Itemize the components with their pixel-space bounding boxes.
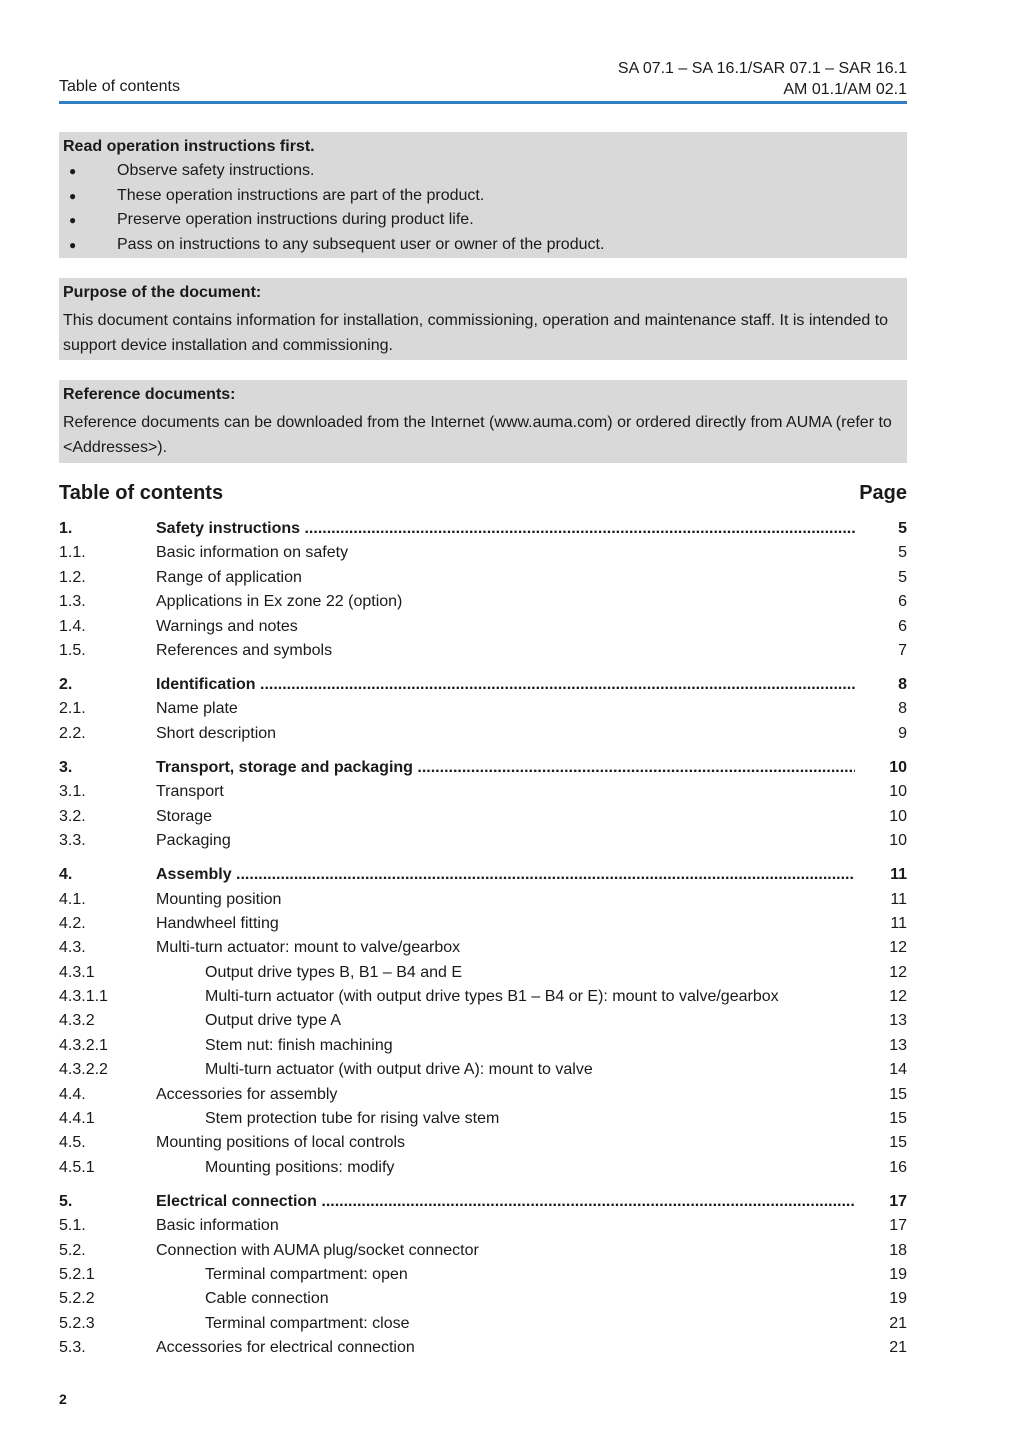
toc-entry-title: Multi-turn actuator (with output drive A): mount to valve bbox=[205, 1061, 593, 1079]
toc-entry-number: 4.3.1 bbox=[59, 963, 95, 981]
toc-entry-row[interactable] bbox=[59, 1083, 907, 1107]
toc-entry-number: 1.3. bbox=[59, 593, 86, 611]
toc-entry-title: Safety instructions ..... bbox=[156, 517, 855, 541]
bullet-icon: ● bbox=[69, 237, 77, 252]
toc-entry-row[interactable] bbox=[59, 1336, 907, 1360]
toc-entry-row[interactable] bbox=[59, 1131, 907, 1155]
toc-entry-number: 3.2. bbox=[59, 807, 86, 825]
bullet-text: Pass on instructions to any subsequent user or owner of the product. bbox=[117, 235, 605, 253]
toc-entry-number: 4.5. bbox=[59, 1134, 86, 1152]
toc-entry-number: 5. bbox=[59, 1192, 73, 1210]
toc-entry-number: 5.3. bbox=[59, 1339, 86, 1357]
toc-entry-number: 4. bbox=[59, 866, 73, 884]
toc-entry-page: 10 bbox=[889, 832, 907, 850]
toc-entry-page: 9 bbox=[898, 724, 907, 742]
toc-entry-title: Electrical connection ..... bbox=[156, 1190, 855, 1214]
toc-entry-page: 10 bbox=[889, 783, 907, 801]
header-product-line1: SA 07.1 – SA 16.1/SAR 07.1 – SAR 16.1 bbox=[617, 60, 907, 77]
toc-entry-page: 11 bbox=[890, 914, 907, 932]
read-first-title: Read operation instructions first. bbox=[63, 138, 315, 155]
toc-entry-row[interactable] bbox=[59, 1107, 907, 1131]
toc-entry-title: Output drive type A bbox=[205, 1012, 342, 1030]
toc-entry-page: 12 bbox=[889, 939, 907, 957]
toc-entry-page: 18 bbox=[889, 1241, 907, 1259]
toc-entry-title: Identification ..... bbox=[156, 673, 855, 697]
toc-entry-title: Mounting position bbox=[156, 890, 282, 908]
toc-entry-number: 4.4.1 bbox=[59, 1110, 95, 1128]
toc-entry-number: 4.1. bbox=[59, 890, 86, 908]
header-product-line2: AM 01.1/AM 02.1 bbox=[783, 81, 907, 98]
toc-entry-page: 21 bbox=[889, 1339, 907, 1357]
toc-list bbox=[59, 517, 907, 1361]
header-rule bbox=[59, 101, 907, 104]
bullet-icon: ● bbox=[69, 188, 77, 203]
toc-entry-page: 8 bbox=[898, 676, 907, 694]
toc-heading bbox=[59, 482, 907, 505]
toc-entry-row[interactable] bbox=[59, 590, 907, 614]
toc-entry-number: 3.3. bbox=[59, 832, 86, 850]
toc-entry-number: 3. bbox=[59, 758, 73, 776]
toc-entry-title: Cable connection bbox=[205, 1290, 329, 1308]
purpose-title: Purpose of the document: bbox=[63, 284, 262, 301]
toc-entry-row[interactable] bbox=[59, 1287, 907, 1311]
toc-chapter-row[interactable] bbox=[59, 517, 907, 541]
toc-entry-title: Transport bbox=[156, 783, 224, 801]
toc-entry-number: 4.5.1 bbox=[59, 1158, 95, 1176]
toc-entry-row[interactable] bbox=[59, 697, 907, 721]
toc-entry-title: Mounting positions of local controls bbox=[156, 1134, 406, 1152]
toc-entry-row[interactable] bbox=[59, 888, 907, 912]
toc-entry-title: Multi-turn actuator (with output drive types B1 – B4 or E): mount to valve/gearbox bbox=[205, 988, 779, 1006]
reference-text: Reference documents can be downloaded from the Internet (www.auma.com) or ordered directly from AUMA (refer to <Addresses>). bbox=[63, 414, 892, 456]
toc-entry-page: 17 bbox=[889, 1192, 907, 1210]
page-header bbox=[59, 58, 907, 104]
list-item bbox=[63, 184, 903, 209]
header-product bbox=[618, 58, 907, 100]
toc-entry-page: 10 bbox=[889, 758, 907, 776]
toc-entry-number: 5.1. bbox=[59, 1217, 86, 1235]
toc-entry-page: 12 bbox=[889, 963, 907, 981]
toc-entry-title: References and symbols bbox=[156, 641, 333, 659]
toc-entry-number: 1.2. bbox=[59, 568, 86, 586]
toc-entry-title: Multi-turn actuator: mount to valve/gearbox bbox=[156, 939, 461, 957]
toc-entry-title: Short description bbox=[156, 724, 277, 742]
toc-entry-title: Accessories for assembly bbox=[156, 1085, 338, 1103]
toc-entry-row[interactable] bbox=[59, 780, 907, 804]
toc-entry-page: 12 bbox=[889, 988, 907, 1006]
read-first-list bbox=[63, 159, 903, 257]
purpose-text: This document contains information for installation, commissioning, operation and maintenance staff. It is intended to support device installation and commissioning. bbox=[63, 312, 889, 354]
toc-entry-page: 13 bbox=[889, 1036, 907, 1054]
toc-entry-number: 5.2.2 bbox=[59, 1290, 95, 1308]
reference-box bbox=[59, 380, 907, 463]
toc-entry-page: 21 bbox=[889, 1314, 907, 1332]
toc-entry-page: 6 bbox=[898, 593, 907, 611]
toc-entry-title: Warnings and notes bbox=[156, 617, 298, 635]
toc-entry-row[interactable] bbox=[59, 566, 907, 590]
toc-entry-page: 11 bbox=[890, 866, 907, 884]
toc-entry-page: 6 bbox=[898, 617, 907, 635]
toc-entry-number: 4.3.2.2 bbox=[59, 1061, 108, 1079]
toc-entry-number: 2.2. bbox=[59, 724, 86, 742]
toc-entry-page: 15 bbox=[889, 1134, 907, 1152]
toc-entry-row[interactable] bbox=[59, 639, 907, 663]
toc-entry-number: 4.3. bbox=[59, 939, 86, 957]
toc-entry-number: 4.3.2.1 bbox=[59, 1036, 108, 1054]
toc-entry-row[interactable] bbox=[59, 1156, 907, 1180]
toc-entry-number: 1.1. bbox=[59, 544, 86, 562]
toc-entry-row[interactable] bbox=[59, 1034, 907, 1058]
read-first-box bbox=[59, 132, 907, 258]
toc-entry-number: 4.3.2 bbox=[59, 1012, 95, 1030]
toc-entry-title: Terminal compartment: close bbox=[205, 1314, 410, 1332]
toc-entry-number: 4.2. bbox=[59, 914, 86, 932]
bullet-text: These operation instructions are part of the product. bbox=[117, 186, 485, 204]
toc-entry-row[interactable] bbox=[59, 1239, 907, 1263]
toc-entry-page: 5 bbox=[898, 568, 907, 586]
toc-entry-number: 1.4. bbox=[59, 617, 86, 635]
toc-entry-row[interactable] bbox=[59, 936, 907, 960]
toc-entry-title: Accessories for electrical connection bbox=[156, 1339, 415, 1357]
toc-entry-title: Range of application bbox=[156, 568, 302, 586]
toc-entry-title: Basic information on safety bbox=[156, 544, 349, 562]
toc-entry-title: Stem protection tube for rising valve stem bbox=[205, 1110, 500, 1128]
bullet-text: Preserve operation instructions during product life. bbox=[117, 211, 474, 228]
toc-entry-number: 1. bbox=[59, 520, 73, 537]
toc-title: Table of contents bbox=[59, 482, 224, 504]
list-item bbox=[63, 233, 903, 258]
toc-entry-page: 10 bbox=[889, 807, 907, 825]
list-item bbox=[63, 208, 903, 233]
toc-entry-page: 7 bbox=[898, 641, 907, 659]
toc-entry-number: 5.2. bbox=[59, 1241, 86, 1259]
toc-entry-row[interactable] bbox=[59, 1263, 907, 1287]
toc-entry-row[interactable] bbox=[59, 541, 907, 565]
toc-entry-title: Basic information bbox=[156, 1217, 279, 1235]
toc-chapter-row[interactable] bbox=[59, 863, 907, 887]
toc-entry-page: 11 bbox=[890, 890, 907, 908]
toc-entry-title: Packaging bbox=[156, 832, 231, 850]
toc-entry-page: 13 bbox=[889, 1012, 907, 1030]
header-section-title: Table of contents bbox=[59, 78, 180, 95]
toc-entry-title: Name plate bbox=[156, 700, 238, 718]
list-item bbox=[63, 159, 903, 184]
reference-title: Reference documents: bbox=[63, 386, 236, 403]
toc-entry-title: Terminal compartment: open bbox=[205, 1266, 408, 1284]
toc-entry-row[interactable] bbox=[59, 985, 907, 1009]
toc-chapter-row[interactable] bbox=[59, 673, 907, 697]
toc-chapter-row[interactable] bbox=[59, 1190, 907, 1214]
toc-entry-title: Output drive types B, B1 – B4 and E bbox=[205, 963, 463, 981]
toc-entry-row[interactable] bbox=[59, 829, 907, 853]
bullet-icon: ● bbox=[69, 164, 77, 178]
toc-entry-page: 8 bbox=[898, 700, 907, 718]
toc-chapter-row[interactable] bbox=[59, 756, 907, 780]
toc-entry-title: Assembly ..... bbox=[156, 863, 855, 887]
toc-entry-number: 2.1. bbox=[59, 700, 86, 718]
toc-entry-page: 5 bbox=[898, 544, 907, 562]
toc-entry-number: 4.3.1.1 bbox=[59, 988, 108, 1006]
toc-entry-number: 5.2.1 bbox=[59, 1266, 95, 1284]
toc-entry-page: 16 bbox=[889, 1158, 907, 1176]
toc-entry-number: 5.2.3 bbox=[59, 1314, 95, 1332]
toc-entry-page: 5 bbox=[898, 520, 907, 537]
toc-entry-title: Connection with AUMA plug/socket connector bbox=[156, 1241, 479, 1259]
toc-entry-page: 14 bbox=[889, 1061, 907, 1079]
toc-entry-page: 19 bbox=[889, 1266, 907, 1284]
toc-entry-row[interactable] bbox=[59, 1312, 907, 1336]
toc-entry-title: Transport, storage and packaging ..... bbox=[156, 756, 855, 780]
toc-page-label: Page bbox=[859, 482, 907, 504]
toc-entry-page: 15 bbox=[889, 1085, 907, 1103]
toc-entry-row[interactable] bbox=[59, 961, 907, 985]
toc-entry-title: Handwheel fitting bbox=[156, 914, 279, 932]
toc-entry-title: Storage bbox=[156, 807, 213, 825]
toc-entry-row[interactable] bbox=[59, 1058, 907, 1082]
toc-entry-title: Applications in Ex zone 22 (option) bbox=[156, 593, 403, 611]
toc-entry-page: 19 bbox=[889, 1290, 907, 1308]
toc-entry-row[interactable] bbox=[59, 912, 907, 936]
toc-entry-title: Stem nut: finish machining bbox=[205, 1036, 393, 1054]
toc-entry-row[interactable] bbox=[59, 805, 907, 829]
toc-entry-number: 2. bbox=[59, 676, 73, 694]
page-number: 2 bbox=[59, 1391, 67, 1407]
toc-entry-row[interactable] bbox=[59, 1009, 907, 1033]
toc-entry-number: 1.5. bbox=[59, 641, 86, 659]
toc-entry-title: Mounting positions: modify bbox=[205, 1158, 395, 1176]
purpose-box bbox=[59, 278, 907, 360]
toc-entry-number: 4.4. bbox=[59, 1085, 86, 1103]
bullet-text: Observe safety instructions. bbox=[117, 162, 315, 179]
bullet-icon: ● bbox=[69, 213, 77, 227]
toc-entry-row[interactable] bbox=[59, 722, 907, 746]
toc-entry-page: 15 bbox=[889, 1110, 907, 1128]
toc-entry-number: 3.1. bbox=[59, 783, 86, 801]
toc-entry-row[interactable] bbox=[59, 615, 907, 639]
toc-entry-page: 17 bbox=[889, 1217, 907, 1235]
toc-entry-row[interactable] bbox=[59, 1214, 907, 1238]
